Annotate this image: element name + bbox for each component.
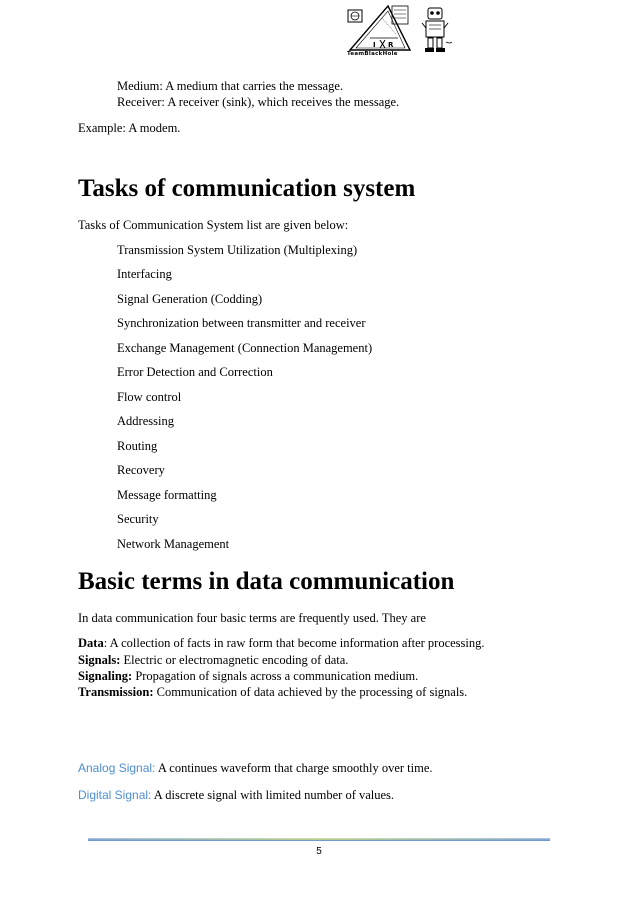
term-definition: A collection of facts in raw form that become information after processing.	[109, 636, 485, 650]
robot-icon	[420, 6, 454, 54]
task-item: Network Management	[117, 537, 230, 551]
term-signaling	[78, 669, 418, 684]
tasks-heading: Tasks of communication system	[78, 175, 416, 202]
term-sep: :	[103, 636, 110, 650]
term-definition: Communication of data achieved by the processing of signals.	[156, 685, 468, 699]
term-signals	[78, 653, 348, 668]
analog-signal-line	[78, 761, 433, 776]
medium-line: Medium: A medium that carries the message.	[117, 79, 343, 93]
term-transmission	[78, 685, 467, 700]
term-definition: Propagation of signals across a communication medium.	[135, 669, 419, 683]
task-item: Error Detection and Correction	[117, 365, 273, 379]
digital-signal-label: Digital Signal:	[78, 788, 152, 802]
basic-terms-heading: Basic terms in data communication	[78, 568, 455, 595]
task-item: Signal Generation (Codding)	[117, 292, 263, 306]
task-item: Interfacing	[117, 267, 172, 281]
basic-terms-lead: In data communication four basic terms are frequently used. They are	[78, 611, 426, 625]
tasks-lead: Tasks of Communication System list are given below:	[78, 218, 349, 232]
task-item: Security	[117, 512, 159, 526]
term-label: Data	[78, 636, 104, 650]
digital-signal-line	[78, 788, 394, 803]
term-label: Signals:	[78, 653, 121, 667]
receiver-line: Receiver: A receiver (sink), which receives the message.	[117, 95, 400, 109]
analog-signal-label: Analog Signal:	[78, 761, 156, 775]
task-item: Flow control	[117, 390, 182, 404]
analog-signal-text: A continues waveform that charge smoothly over time.	[155, 761, 433, 775]
triangle-logo-icon	[344, 4, 414, 56]
task-item: Routing	[117, 439, 158, 453]
page-number: 5	[316, 846, 322, 857]
logo-text: TeamBlackHole	[347, 51, 398, 57]
footer-rule	[88, 838, 550, 842]
term-label: Signaling:	[78, 669, 133, 683]
digital-signal-text: A discrete signal with limited number of values.	[151, 788, 395, 802]
task-item: Message formatting	[117, 488, 217, 502]
term-data	[78, 636, 485, 651]
logo-letter-r: R	[388, 41, 394, 49]
task-item: Synchronization between transmitter and receiver	[117, 316, 366, 330]
task-item: Exchange Management (Connection Management)	[117, 341, 373, 355]
example-line: Example: A modem.	[78, 121, 181, 135]
team-logo	[344, 4, 456, 58]
task-item: Recovery	[117, 463, 165, 477]
term-label: Transmission:	[78, 685, 154, 699]
task-item: Addressing	[117, 414, 174, 428]
task-item: Transmission System Utilization (Multiplexing)	[117, 243, 358, 257]
logo-letter-i: I	[373, 41, 376, 49]
term-definition: Electric or electromagnetic encoding of data.	[123, 653, 349, 667]
